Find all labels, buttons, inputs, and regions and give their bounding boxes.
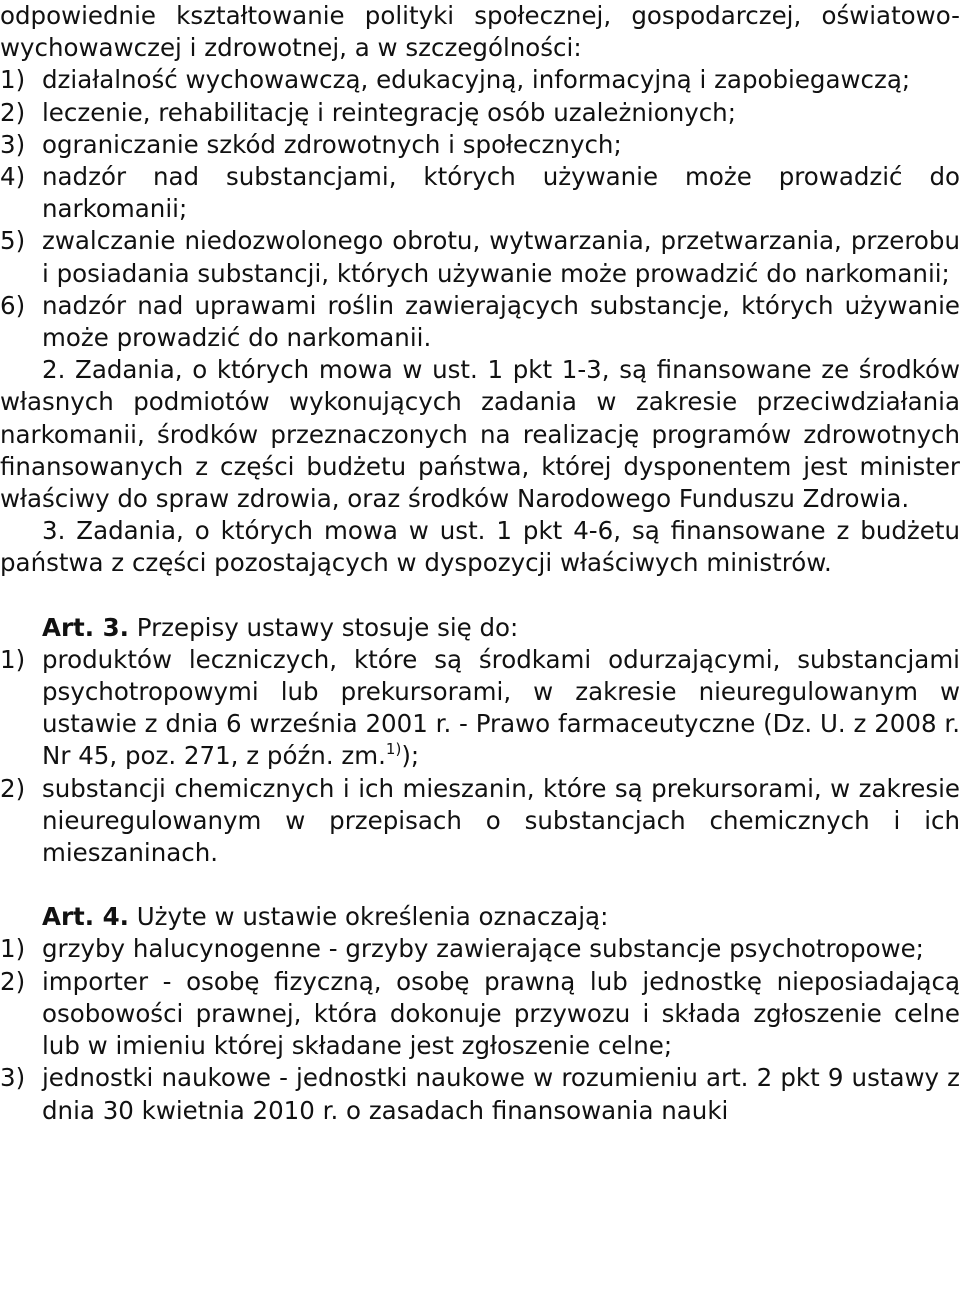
item-number: 1): [0, 644, 26, 674]
item-number: 1): [0, 934, 26, 964]
item-text: zwalczanie niedozwolonego obrotu, wytwarzania, przetwarzania, przerobu i posiadania substancji, których używanie może prowadzić do narkomanii;: [42, 226, 960, 288]
art3-label: Art. 3.: [42, 612, 129, 642]
list-item: [0, 225, 960, 289]
list-item: [0, 933, 960, 965]
art4-label: Art. 4.: [42, 902, 129, 932]
item-text: substancji chemicznych i ich mieszanin, które są prekursorami, w zakresie nieuregulowanym w przepisach o substancjach chemicznych i ich mieszaninach.: [42, 773, 960, 868]
list-item: [0, 64, 960, 96]
list-item: [0, 97, 960, 129]
item-text: jednostki naukowe - jednostki naukowe w rozumieniu art. 2 pkt 9 ustawy z dnia 30 kwietnia 2010 r. o zasadach finansowania nauki: [42, 1063, 960, 1125]
item-text: importer - osobę fizyczną, osobę prawną lub jednostkę nieposiadającą osobowości prawnej, która dokonuje przywozu i składa zgłoszenie celne lub w imieniu której składane jest zgłoszenie celne;: [42, 966, 960, 1061]
list-item: [0, 1062, 960, 1126]
art3-lead: Przepisy ustawy stosuje się do:: [136, 612, 519, 642]
item-number: 2): [0, 773, 26, 803]
list-item: [0, 129, 960, 161]
item-text: leczenie, rehabilitację i reintegrację osób uzależnionych;: [42, 97, 736, 127]
art4-heading: [0, 901, 960, 933]
item-number: 5): [0, 226, 26, 256]
item-number: 4): [0, 162, 26, 192]
list-item: [0, 644, 960, 773]
list-item: [0, 773, 960, 870]
art4-lead: Użyte w ustawie określenia oznaczają:: [136, 902, 609, 932]
list-item: [0, 161, 960, 225]
item-number: 2): [0, 97, 26, 127]
item-number: 6): [0, 290, 26, 320]
art3-heading: [0, 612, 960, 644]
art2-ust2: 2. Zadania, o których mowa w ust. 1 pkt 1-3, są finansowane ze środków własnych podmiotów wykonujących zadania w zakresie przeciwdziałania narkomanii, środków przeznaczonych na realizację programów zdrowotnych finansowanych z części budżetu państwa, której dysponentem jest minister właściwy do spraw zdrowia, oraz środków Narodowego Funduszu Zdrowia.: [0, 355, 960, 514]
item-text: działalność wychowawczą, edukacyjną, informacyjną i zapobiegawczą;: [42, 65, 911, 95]
item-text: ograniczanie szkód zdrowotnych i społecznych;: [42, 129, 622, 159]
item-text-wrapper: [42, 644, 960, 773]
item-text-after: );: [401, 741, 420, 771]
footnote-ref: 1): [385, 740, 402, 759]
item-text: nadzór nad uprawami roślin zawierających substancje, których używanie może prowadzić do narkomanii.: [42, 290, 960, 353]
item-text: produktów leczniczych, które są środkami odurzającymi, substancjami psychotropowymi lub prekursorami, w zakresie nieuregulowanym w ustawie z dnia 6 września 2001 r. - Prawo farmaceutyczne (Dz. U. z 2008 r. Nr 45, poz. 271, z późn. zm.: [42, 644, 960, 771]
item-number: 3): [0, 1063, 26, 1093]
list-item: [0, 966, 960, 1063]
art2-intro: odpowiednie kształtowanie polityki społecznej, gospodarczej, oświatowo-wychowawczej i zdrowotnej, a w szczególności:: [0, 1, 960, 63]
art2-ust3: 3. Zadania, o których mowa w ust. 1 pkt 4-6, są finansowane z budżetu państwa z części pozostających w dyspozycji właściwych ministrów.: [0, 516, 960, 578]
item-text: nadzór nad substancjami, których używanie może prowadzić do narkomanii;: [42, 162, 960, 224]
item-number: 1): [0, 65, 26, 95]
list-item: [0, 290, 960, 354]
item-number: 3): [0, 129, 26, 159]
item-number: 2): [0, 966, 26, 996]
item-text: grzyby halucynogenne - grzyby zawierające substancje psychotropowe;: [42, 934, 924, 964]
